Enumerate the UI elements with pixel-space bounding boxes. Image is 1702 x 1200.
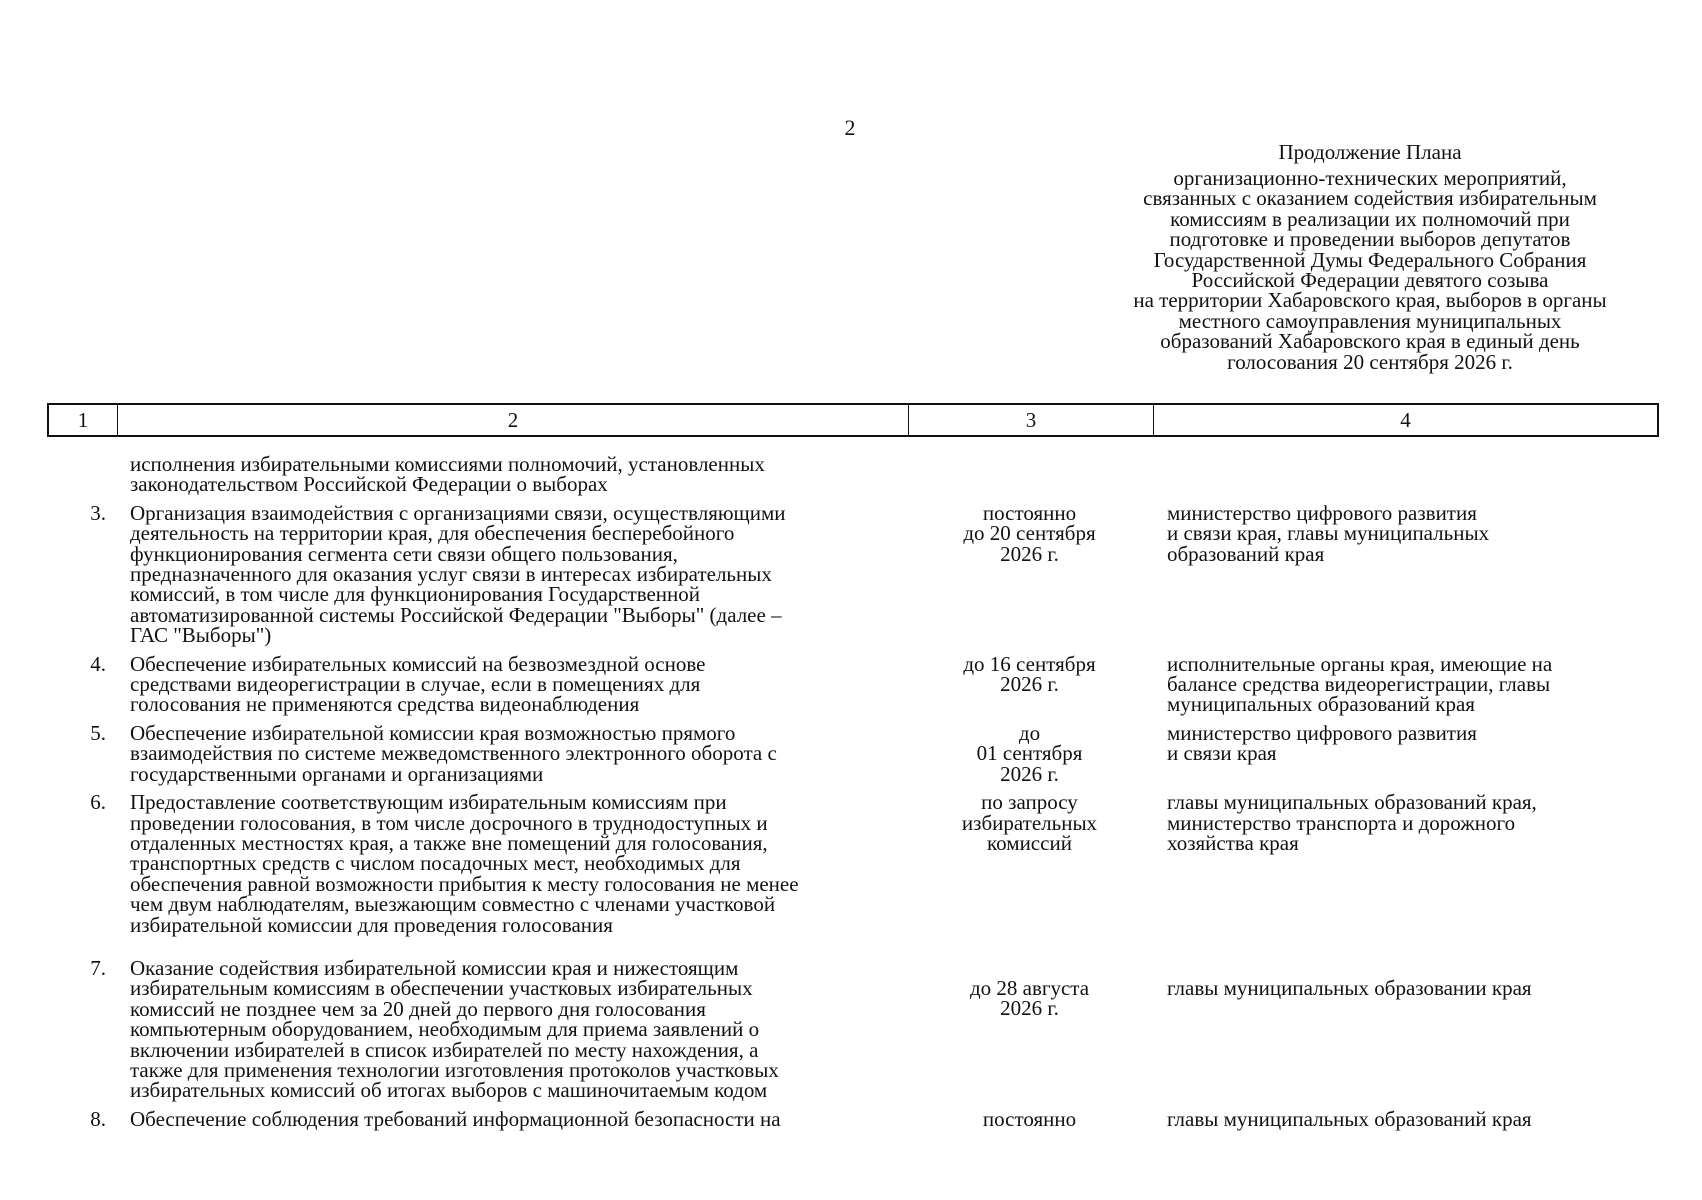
responsible xyxy=(1152,792,1659,853)
page-number: 2 xyxy=(844,115,856,140)
deadline-line: до 28 августа xyxy=(969,975,1090,1000)
responsible xyxy=(1152,651,1659,717)
deadline xyxy=(907,500,1152,566)
responsible-line: муниципальных образований края xyxy=(1167,692,1475,717)
row-number: 6. xyxy=(90,790,106,815)
header-title: Продолжение Плана xyxy=(1278,140,1462,164)
activity-text-line: деятельность на территории края, для обеспечения бесперебойного xyxy=(130,521,735,546)
activity-text xyxy=(116,651,907,717)
deadline-line: комиссий xyxy=(987,830,1072,855)
deadline-line: 2026 г. xyxy=(1000,996,1059,1021)
deadline xyxy=(907,720,1152,786)
header-line: местного самоуправления муниципальных xyxy=(1178,308,1562,333)
table-row xyxy=(47,720,1659,786)
activity-text-line: средствами видеорегистрации в случае, если в помещениях для xyxy=(130,672,701,697)
activity-text-line: комиссий не позднее чем за 20 дней до первого дня голосования xyxy=(130,996,706,1021)
table-column-numbers xyxy=(47,403,1659,437)
header-line: образований Хабаровского края в единый день xyxy=(1160,329,1580,354)
header-line: Государственной Думы Федерального Собрания xyxy=(1153,247,1587,272)
activity-text-line: обеспечения равной возможности прибытия к месту голосования не менее xyxy=(130,871,799,896)
document-header xyxy=(1090,140,1650,372)
deadline-line: до 20 сентября xyxy=(963,521,1096,546)
responsible xyxy=(1152,720,1659,766)
responsible xyxy=(1152,500,1659,566)
activity-text-line: Обеспечение соблюдения требований информационной безопасности на xyxy=(130,1106,781,1131)
activity-text-line: исполнения избирательными комиссиями полномочий, установленных xyxy=(130,452,765,476)
deadline xyxy=(907,651,1152,697)
table-row xyxy=(47,792,1659,935)
deadline-line: постоянно xyxy=(982,500,1077,525)
activity-text-line: функционирования сегмента сети связи общего пользования, xyxy=(130,541,678,566)
activity-text-line: государственными органами и организациями xyxy=(130,761,544,786)
deadline-line: до xyxy=(1018,720,1041,745)
activity-text xyxy=(116,500,907,648)
activity-text-line: Обеспечение избирательной комиссии края возможностью прямого xyxy=(130,720,736,745)
row-number: 4. xyxy=(90,651,106,676)
column-number-2: 2 xyxy=(118,405,909,435)
activity-text-line: голосования не применяются средства видеонаблюдения xyxy=(130,692,640,717)
header-line: Российской Федерации девятого созыва xyxy=(1191,268,1549,293)
header-line: на территории Хабаровского края, выборов в органы xyxy=(1133,288,1607,313)
responsible-line: министерство цифрового развития xyxy=(1167,720,1477,745)
responsible-line: министерство цифрового развития xyxy=(1167,500,1477,525)
column-number-4: 4 xyxy=(1400,408,1411,432)
activity-text-line: также для применения технологии изготовления протоколов участковых xyxy=(130,1057,779,1082)
activity-text-line: Организация взаимодействия с организациями связи, осуществляющими xyxy=(130,500,786,525)
responsible xyxy=(1152,1106,1659,1131)
responsible-line: главы муниципальных образований края, xyxy=(1167,790,1537,815)
table-row xyxy=(47,500,1659,648)
activity-text xyxy=(116,720,907,786)
deadline xyxy=(907,792,1152,853)
table-row xyxy=(47,651,1659,717)
responsible-line: министерство транспорта и дорожного xyxy=(1167,810,1516,835)
responsible xyxy=(1152,958,1659,998)
row-number: 7. xyxy=(90,955,106,980)
row-number: 3. xyxy=(90,500,106,525)
activity-text xyxy=(116,454,907,495)
header-line: голосования 20 сентября 2026 г. xyxy=(1227,349,1513,374)
header-line: связанных с оказанием содействия избирательным xyxy=(1143,186,1597,211)
row-number: 8. xyxy=(90,1106,106,1131)
responsible-line: исполнительные органы края, имеющие на xyxy=(1167,651,1553,676)
responsible-line: балансе средства видеорегистрации, главы xyxy=(1167,672,1551,697)
deadline xyxy=(907,958,1152,1019)
responsible-line: образований края xyxy=(1167,541,1325,566)
table-row xyxy=(47,1106,1659,1131)
activity-text-line: избирательным комиссиям в обеспечении участковых избирательных xyxy=(130,976,753,1001)
activity-text-line: Обеспечение избирательных комиссий на безвозмездной основе xyxy=(130,651,706,676)
header-line: подготовке и проведении выборов депутатов xyxy=(1169,227,1571,252)
activity-text-line: компьютерным оборудованием, необходимым для приема заявлений о xyxy=(130,1017,760,1042)
deadline-line: избирательных xyxy=(961,810,1098,835)
activity-text-line: взаимодействия по системе межведомственного электронного оборота с xyxy=(130,741,777,766)
deadline-line: постоянно xyxy=(982,1106,1077,1131)
responsible-line: главы муниципальных образовании края xyxy=(1167,975,1532,1000)
deadline-line: по запросу xyxy=(981,790,1078,815)
activity-text-line: Предоставление соответствующим избирательным комиссиям при xyxy=(130,790,727,815)
activity-text-line: проведении голосования, в том числе досрочного в труднодоступных и xyxy=(130,810,768,835)
activity-text xyxy=(116,955,907,1103)
deadline-line: 2026 г. xyxy=(1000,761,1059,786)
table-row xyxy=(47,454,1659,495)
responsible-line: и связи края xyxy=(1167,741,1277,766)
activity-text-line: транспортных средств с числом посадочных мест, необходимых для xyxy=(130,851,741,876)
activity-text xyxy=(116,792,907,935)
header-line: комиссиям в реализации их полномочий при xyxy=(1170,206,1570,231)
activity-text-line: законодательством Российской Федерации о выборах xyxy=(130,472,608,497)
responsible-line: и связи края, главы муниципальных xyxy=(1167,521,1490,546)
activity-text-line: комиссий, в том числе для функционирования Государственной xyxy=(130,582,701,607)
row-number: 5. xyxy=(90,720,106,745)
activity-text-line: чем двум наблюдателям, выезжающим совместно с членами участковой xyxy=(130,892,776,917)
column-number-1: 1 xyxy=(49,405,118,435)
deadline xyxy=(907,1106,1152,1131)
deadline-line: 2026 г. xyxy=(1000,541,1059,566)
activity-text xyxy=(116,1106,907,1131)
column-number-3: 3 xyxy=(909,405,1154,435)
deadline-line: до 16 сентября xyxy=(963,651,1096,676)
table-row xyxy=(47,955,1659,1103)
activity-text-line: Оказание содействия избирательной комиссии края и нижестоящим xyxy=(130,955,739,980)
activity-text-line: автоматизированной системы Российской Федерации "Выборы" (далее – xyxy=(130,602,782,627)
responsible-line: главы муниципальных образований края xyxy=(1167,1106,1532,1131)
header-line: организационно-технических мероприятий, xyxy=(1173,166,1567,190)
table-body xyxy=(47,454,1659,1129)
responsible-line: хозяйства края xyxy=(1167,830,1299,855)
deadline-line: 01 сентября xyxy=(976,741,1083,766)
activity-text-line: отдаленных местностях края, а также вне помещений для голосования, xyxy=(130,830,768,855)
activity-text-line: избирательных комиссий об итогах выборов с машиночитаемым кодом xyxy=(130,1078,768,1103)
activity-text-line: предназначенного для оказания услуг связи в интересах избирательных xyxy=(130,562,772,587)
activity-text-line: включении избирателей в список избирателей по месту нахождения, а xyxy=(130,1037,759,1062)
header-lines xyxy=(1090,168,1650,372)
activity-text-line: избирательной комиссии для проведения голосования xyxy=(130,912,613,937)
activity-text-line: ГАС "Выборы") xyxy=(130,623,272,648)
deadline-line: 2026 г. xyxy=(1000,672,1059,697)
